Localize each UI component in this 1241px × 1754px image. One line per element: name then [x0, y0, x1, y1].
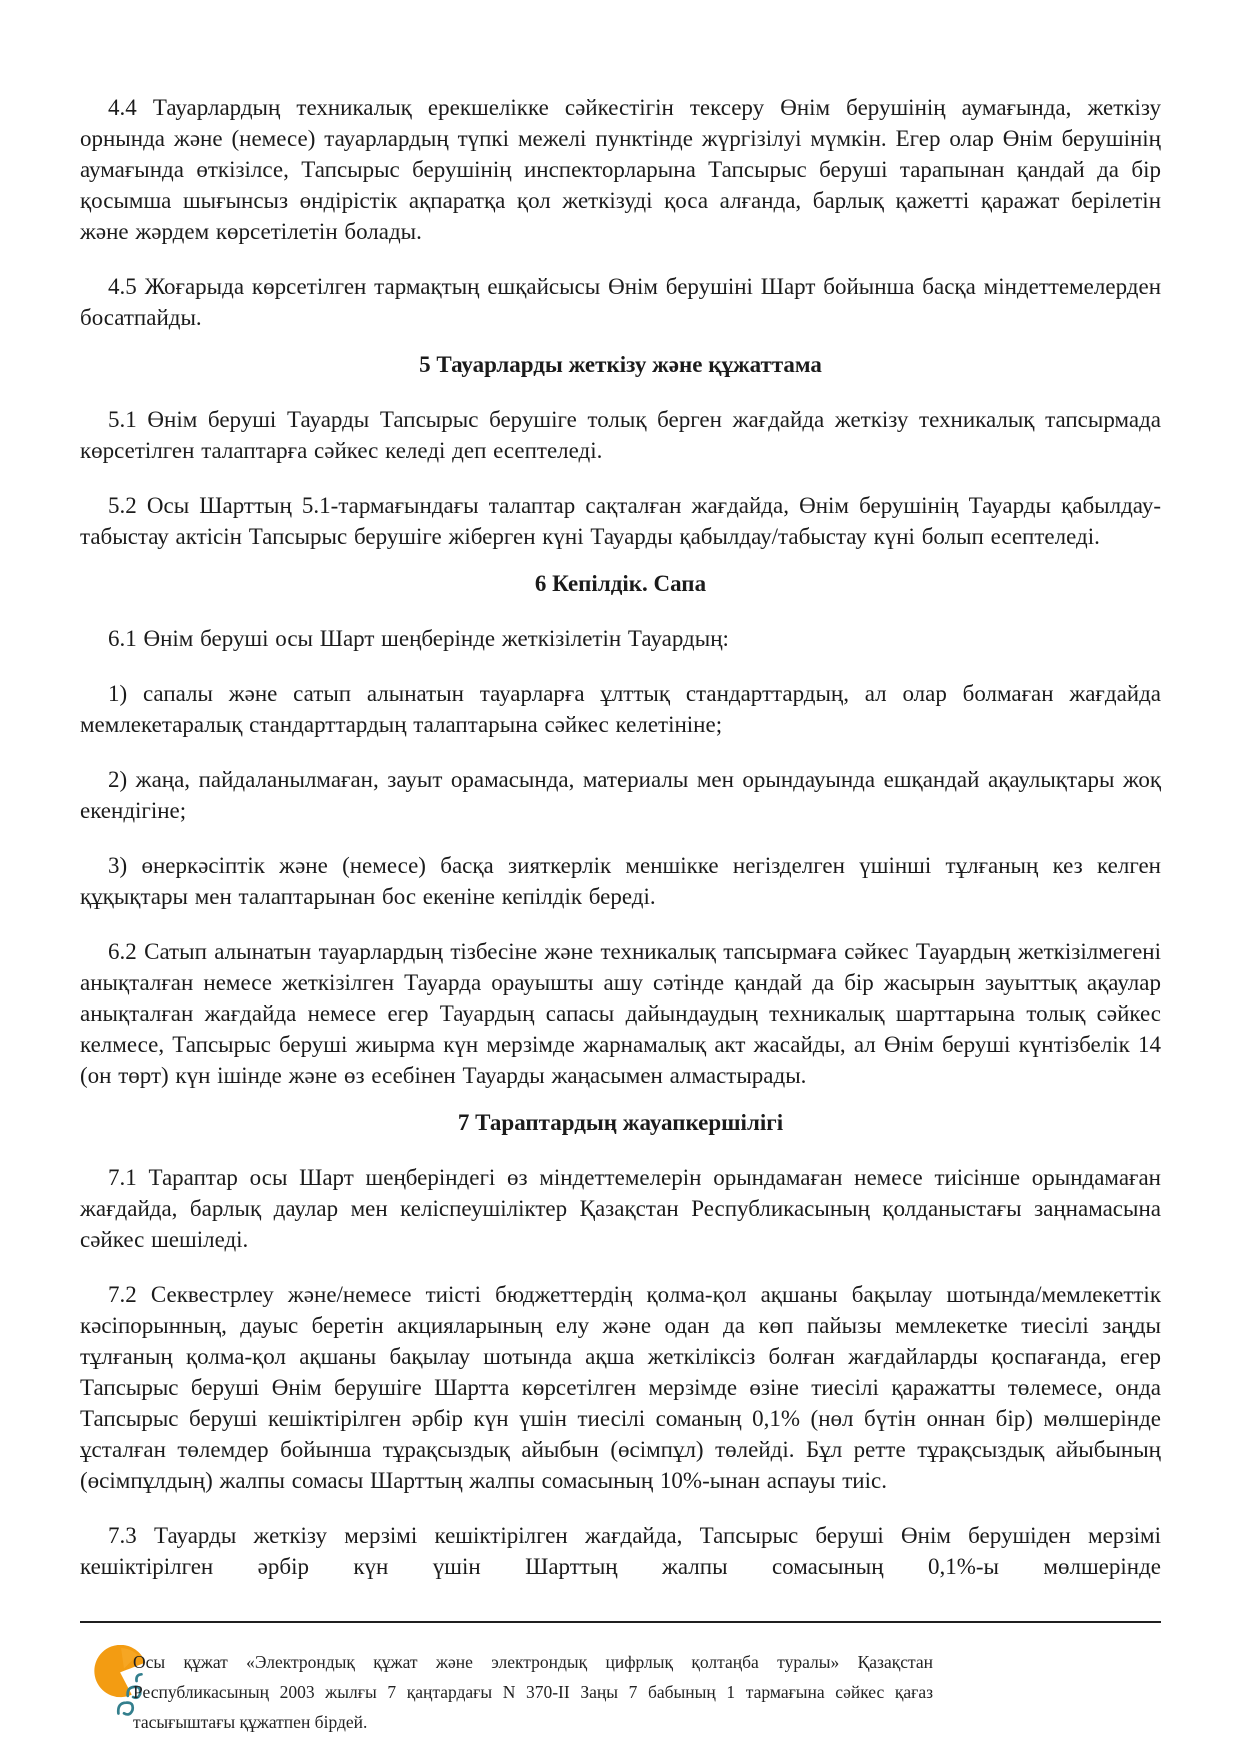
paragraph-6-1: 6.1 Өнім беруші осы Шарт шеңберінде жеткізілетін Тауардың: — [108, 626, 729, 651]
paragraph-5-2: 5.2 Осы Шарттың 5.1-тармағындағы талаптар сақталған жағдайда, Өнім берушінің Тауарды қабылдау-табыстау актісін Тапсырыс берушіге жіберген күні Тауарды қабылдау/табыстау күні болып есептеледі. — [80, 493, 1161, 549]
paragraph-6-1-item-1: 1) сапалы және сатып алынатын тауарларға ұлттық стандарттардың, ал олар болмаған жағдайда мемлекетаралық стандарттардың талаптарына сәйкес келетініне; — [80, 681, 1161, 737]
paragraph-6-1-item-2: 2) жаңа, пайдаланылмаған, зауыт орамасында, материалы мен орындауында ешқандай ақаулықтары жоқ екендігіне; — [80, 767, 1161, 823]
paragraph-7-2: 7.2 Секвестрлеу және/немесе тиісті бюджеттердің қолма-қол ақшаны бақылау шотында/мемлекеттік кәсіпорынның, дауыс беретін акцияларының елу және одан да көп пайызы мемлекетке тиесілі заңды тұлғаның қолма-қол ақшаны бақылау шотында ақша жеткіліксіз болған жағдайларды қоспағанда, егер Тапсырыс беруші Өнім берушіге Шартта көрсетілген мерзімде өзіне тиесілі қаражатты төлемесе, онда Тапсырыс беруші кешіктірілген әрбір күн үшін тиесілі соманың 0,1% (нөл бүтін оннан бір) мөлшерінде ұсталған төлемдер бойынша тұрақсыздық айыбын (өсімпұл) төлейді. Бұл ретте тұрақсыздық айыбының (өсімпұлдың) жалпы сомасы Шарттың жалпы сомасының 10%-ынан аспауы тиіс. — [80, 1282, 1161, 1493]
paragraph-6-2: 6.2 Сатып алынатын тауарлардың тізбесіне және техникалық тапсырмаға сәйкес Тауардың жеткізілмегені анықталған немесе жеткізілген Тауарда орауышты ашу сәтінде қандай да бір жасырын зауыттық ақаулар анықталған жағдайда немесе егер Тауардың сапасы дайындаудың техникалық шарттарына толық сәйкес келмесе, Тапсырыс беруші жиырма күн мерзімде жарнамалық акт жасайды, ал Өнім беруші күнтізбелік 14 (он төрт) күн ішінде және өз есебінен Тауарды жаңасымен алмастырады. — [80, 939, 1161, 1088]
section-heading-6: 6 Кепілдік. Сапа — [534, 571, 707, 596]
paragraph-7-3-cutoff: 7.3 Тауарды жеткізу мерзімі кешіктірілген жағдайда, Тапсырыс беруші Өнім берушіден мерзімі кешіктірілген әрбір күн үшін Шарттың жалпы сомасының 0,1%-ы мөлшерінде — [80, 1523, 1161, 1579]
section-heading-7: 7 Тараптардың жауапкершілігі — [457, 1110, 784, 1135]
paragraph-5-1: 5.1 Өнім беруші Тауарды Тапсырыс берушіге толық берген жағдайда жеткізу техникалық тапсырмада көрсетілген талаптарға сәйкес келеді деп есептеледі. — [80, 407, 1161, 463]
paragraph-4-4: 4.4 Тауарлардың техникалық ерекшелікке сәйкестігін тексеру Өнім берушінің аумағында, жеткізу орнында және (немесе) тауарлардың түпкі межелі пунктінде жүргізілуі мүмкін. Егер олар Өнім берушінің аумағында өткізілсе, Тапсырыс берушінің инспекторларына Тапсырыс беруші тарапынан қандай да бір қосымша шығынсыз өндірістік ақпаратқа қол жеткізуді қоса алғанда, барлық қажетті қаражат берілетін және жәрдем көрсетілетін болады. — [80, 95, 1161, 244]
footer-divider — [80, 1621, 1161, 1623]
paragraph-6-1-item-3: 3) өнеркәсіптік және (немесе) басқа зияткерлік меншікке негізделген үшінші тұлғаның кез келген құқықтары мен талаптарынан бос екеніне кепілдік береді. — [80, 853, 1161, 909]
paragraph-4-5: 4.5 Жоғарыда көрсетілген тармақтың ешқайсысы Өнім берушіні Шарт бойынша басқа міндеттемелерден босатпайды. — [80, 274, 1161, 330]
footer-legal-note: Осы құжат «Электрондық құжат және электрондық цифрлық қолтаңба туралы» Қазақстан Республикасының 2003 жылғы 7 қаңтардағы N 370-II Заңы 7 бабының 1 тармағына сәйкес қағаз тасығыштағы құжатпен бірдей. — [133, 1651, 933, 1732]
paragraph-7-1: 7.1 Тараптар осы Шарт шеңберіндегі өз міндеттемелерін орындамаған немесе тиісінше орындамаған жағдайда, барлық даулар мен келіспеушіліктер Қазақстан Республикасының қолданыстағы заңнамасына сәйкес шешіледі. — [80, 1165, 1161, 1252]
contract-body — [80, 0, 1161, 1582]
section-heading-5: 5 Тауарларды жеткізу және құжаттама — [419, 352, 822, 377]
